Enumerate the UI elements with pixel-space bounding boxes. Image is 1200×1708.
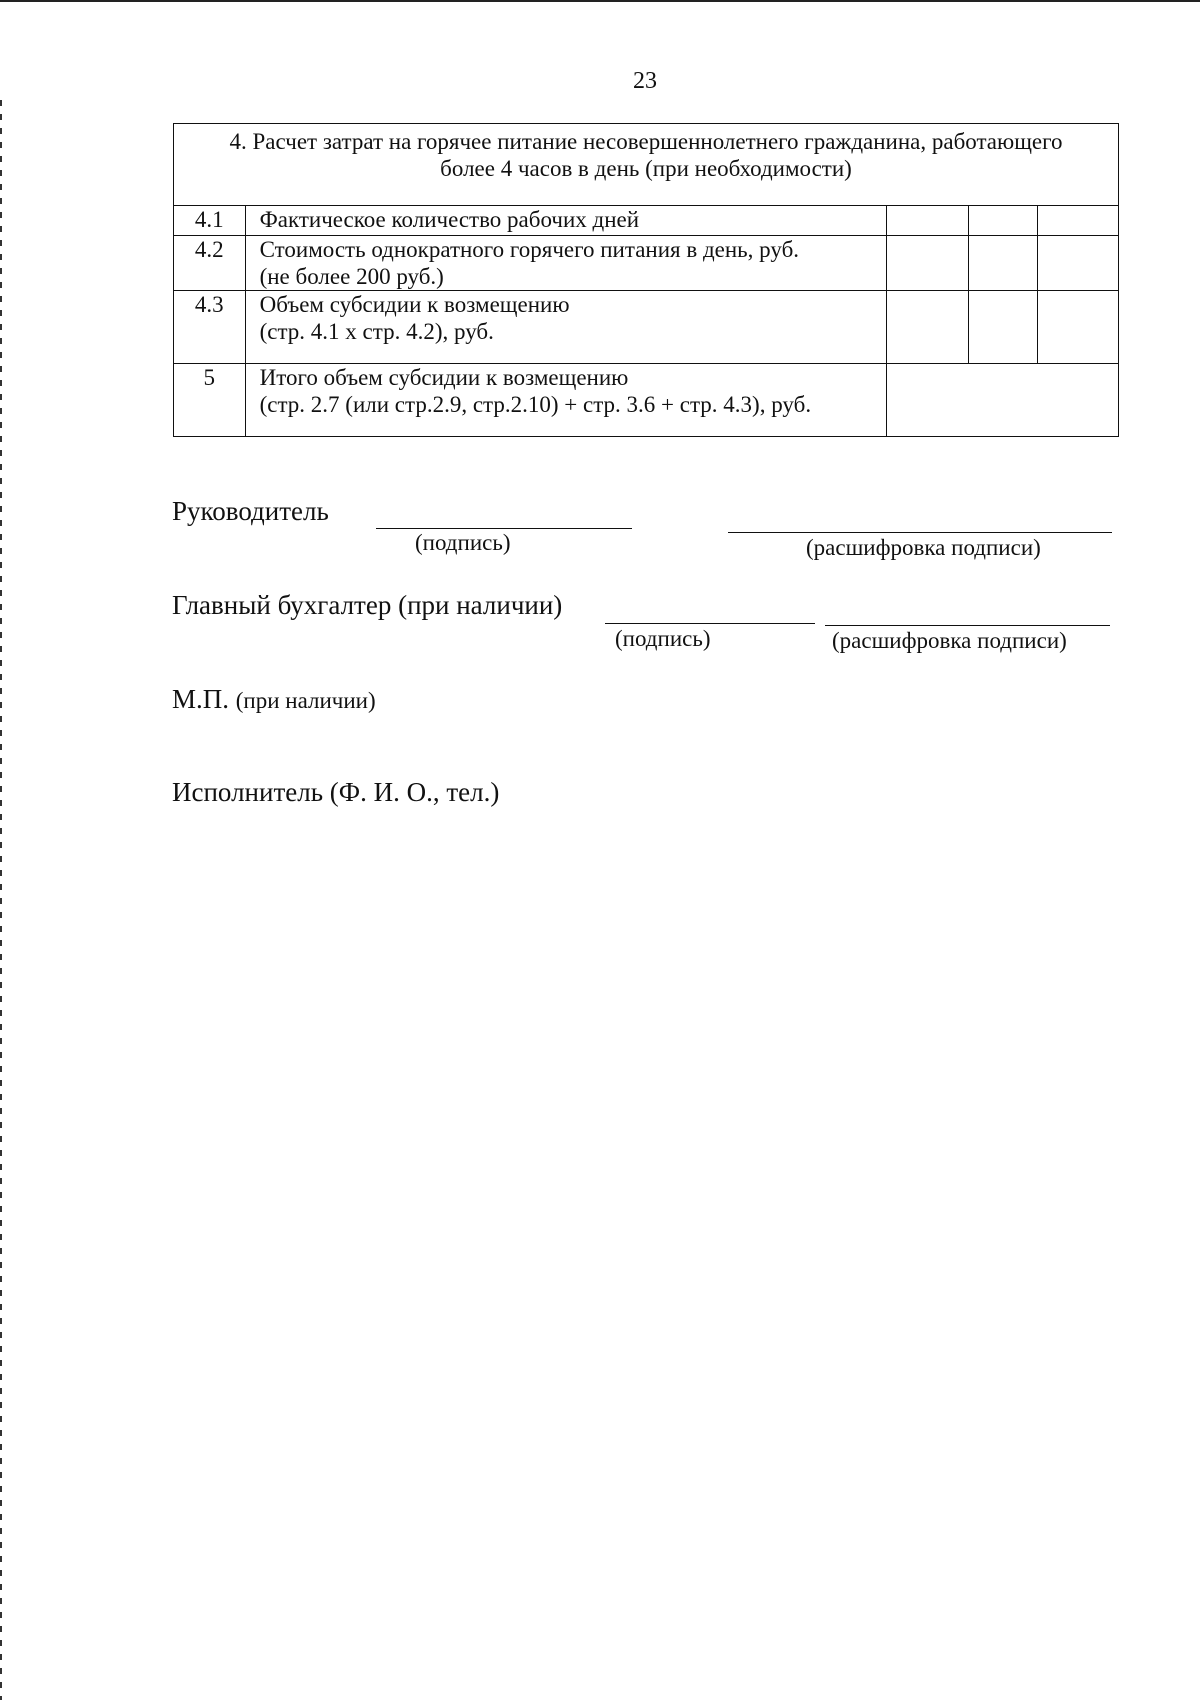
row-number: 5 bbox=[174, 364, 246, 437]
row-description-line1: Фактическое количество рабочих дней bbox=[259, 207, 640, 232]
value-cell bbox=[968, 206, 1037, 236]
row-description-line1: Итого объем субсидии к возмещению bbox=[259, 365, 629, 390]
value-cell bbox=[968, 291, 1037, 364]
value-cell bbox=[1037, 236, 1118, 291]
row-description bbox=[245, 236, 886, 291]
value-cell bbox=[886, 206, 968, 236]
head-signature-line bbox=[376, 528, 632, 529]
stamp-line bbox=[172, 684, 376, 715]
row-number: 4.2 bbox=[174, 236, 246, 291]
row-description-line2: (стр. 2.7 (или стр.2.9, стр.2.10) + стр. 3.6 + стр. 4.3), руб. bbox=[259, 392, 812, 417]
table-row bbox=[174, 291, 1119, 364]
page-number: 23 bbox=[633, 68, 657, 94]
section-title bbox=[174, 124, 1119, 206]
accountant-decode-caption: (расшифровка подписи) bbox=[832, 628, 1067, 653]
total-value-cell bbox=[886, 364, 1118, 437]
head-sign-caption: (подпись) bbox=[415, 530, 511, 555]
row-description-line1: Объем субсидии к возмещению bbox=[259, 292, 570, 317]
value-cell bbox=[886, 291, 968, 364]
table-row bbox=[174, 206, 1119, 236]
row-number: 4.1 bbox=[174, 206, 246, 236]
row-description bbox=[245, 291, 886, 364]
value-cell bbox=[968, 236, 1037, 291]
section-title-line2: более 4 часов в день (при необходимости) bbox=[440, 156, 852, 181]
row-description bbox=[245, 364, 886, 437]
head-decode-line bbox=[728, 532, 1112, 533]
hot-meal-cost-table bbox=[173, 123, 1119, 437]
accountant-sign-caption: (подпись) bbox=[615, 626, 711, 651]
executor-label: Исполнитель (Ф. И. О., тел.) bbox=[172, 777, 500, 807]
row-description-line2: (стр. 4.1 х стр. 4.2), руб. bbox=[259, 319, 494, 344]
table-row bbox=[174, 364, 1119, 437]
scan-left-edge bbox=[0, 100, 2, 1700]
value-cell bbox=[1037, 291, 1118, 364]
stamp-note: (при наличии) bbox=[235, 688, 376, 713]
accountant-label: Главный бухгалтер (при наличии) bbox=[172, 590, 563, 620]
row-description bbox=[245, 206, 886, 236]
table-row bbox=[174, 236, 1119, 291]
row-number: 4.3 bbox=[174, 291, 246, 364]
head-label: Руководитель bbox=[172, 496, 329, 526]
row-description-line1: Стоимость однократного горячего питания в день, руб. bbox=[259, 237, 800, 262]
stamp-label: М.П. bbox=[172, 684, 230, 714]
accountant-decode-line bbox=[825, 625, 1110, 626]
section-title-line1: 4. Расчет затрат на горячее питание несовершеннолетнего гражданина, работающего bbox=[229, 129, 1063, 154]
accountant-signature-line bbox=[605, 623, 815, 624]
scan-top-edge bbox=[0, 0, 1200, 2]
value-cell bbox=[886, 236, 968, 291]
head-decode-caption: (расшифровка подписи) bbox=[806, 535, 1041, 560]
value-cell bbox=[1037, 206, 1118, 236]
row-description-line2: (не более 200 руб.) bbox=[259, 264, 444, 289]
table-header-row bbox=[174, 124, 1119, 206]
